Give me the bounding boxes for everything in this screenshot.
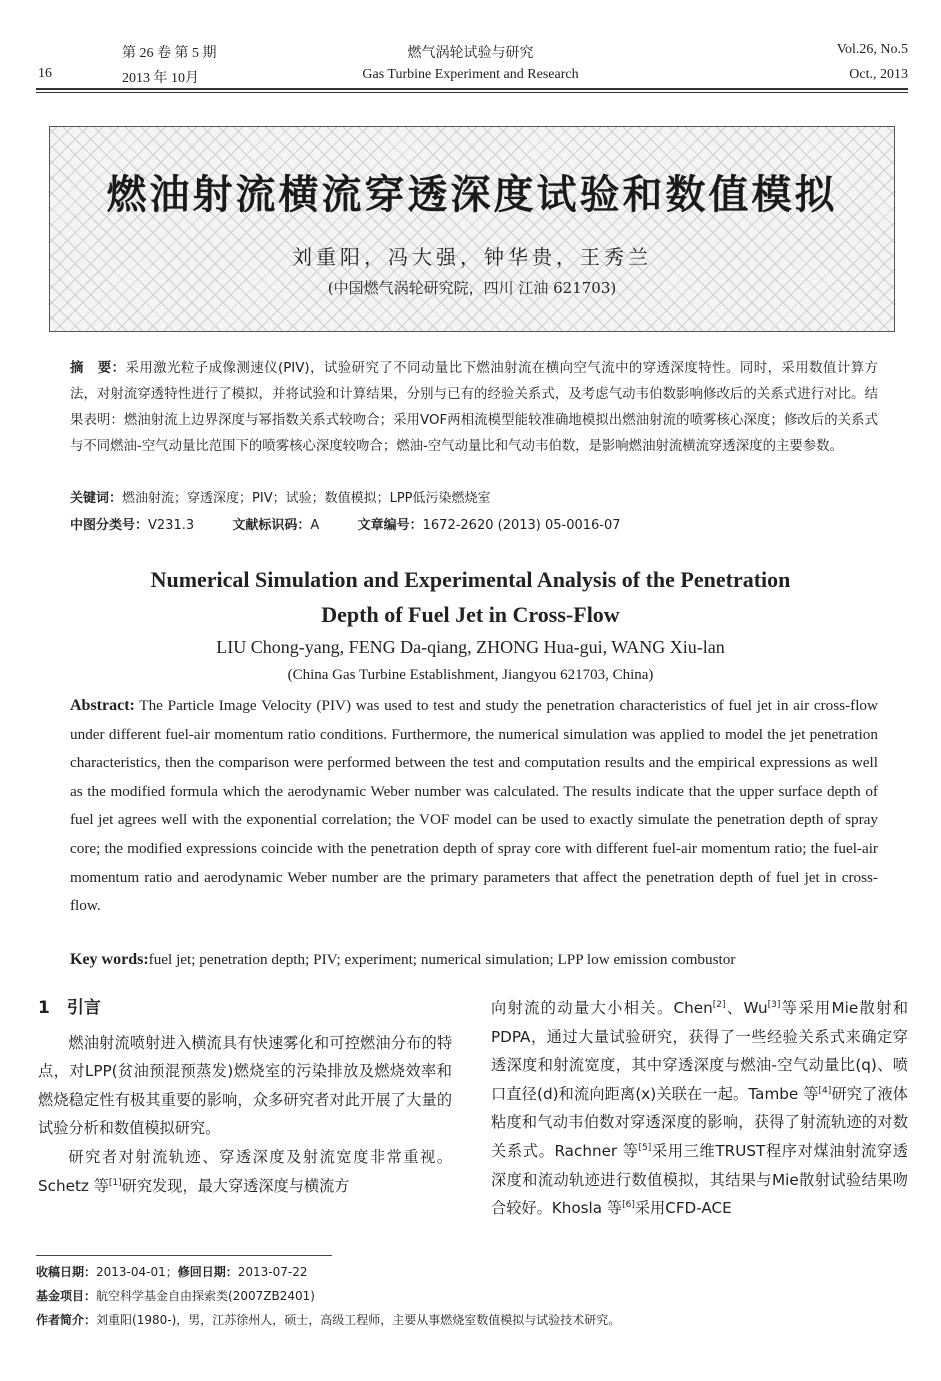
affiliation-en: (China Gas Turbine Establishment, Jiangyou 621703, China) <box>287 667 654 683</box>
journal-name-cn: 燃气涡轮试验与研究 <box>407 46 534 61</box>
abstract-en-label: Abstract: <box>70 697 135 714</box>
intro-right-text-e: 采用三维TRUST程序对煤油射流穿透深度和流动轨迹进行数值模拟，其结果与Mie散射试验结果吻合较好。Khosla 等 <box>491 1141 908 1218</box>
header-rule-thin <box>36 92 908 93</box>
title-en-line2: Depth of Fuel Jet in Cross-Flow <box>321 602 620 627</box>
date-cn: 2013 年 10月 <box>122 71 199 86</box>
header-rule-thick <box>36 88 908 90</box>
footnote-fund <box>36 1287 315 1304</box>
keywords-cn <box>70 487 491 506</box>
clc-value: V231.3 <box>148 518 195 533</box>
clc-label: 中图分类号： <box>70 518 149 533</box>
revised-value: 2013-07-22 <box>237 1265 308 1279</box>
received-value: 2013-04-01； <box>96 1265 178 1279</box>
citation-5: [5] <box>638 1142 652 1153</box>
bio-value: 刘重阳(1980-)，男，江苏徐州人，硕士，高级工程师，主要从事燃烧室数值模拟与试验技术研究。 <box>96 1313 621 1327</box>
received-label: 收稿日期： <box>36 1265 97 1279</box>
section-heading: 1 引言 <box>38 998 101 1018</box>
title-en-line1: Numerical Simulation and Experimental Analysis of the Penetration <box>150 567 791 592</box>
citation-4: [4] <box>818 1085 832 1096</box>
page-number: 16 <box>38 66 52 81</box>
intro-p2-text-b: 研究发现，最大穿透深度与横流方 <box>121 1176 350 1195</box>
authors-cn: 刘重阳，冯大强，钟华贵，王秀兰 <box>292 245 652 269</box>
article-no-value: 1672-2620 (2013) 05-0016-07 <box>422 518 621 533</box>
intro-right-text-d: 研究了液体粘度和气动韦伯数对穿透深度的影响，获得了射流轨迹的对数关系式。Rachner 等 <box>491 1084 908 1160</box>
volume-cn: 第 26 卷 第 5 期 <box>122 46 217 61</box>
column-right <box>491 994 908 1223</box>
date-en: Oct., 2013 <box>849 67 908 82</box>
footnote-bio <box>36 1311 620 1328</box>
keywords-en <box>70 951 878 969</box>
column-left <box>38 994 452 1200</box>
citation-6: [6] <box>622 1200 635 1211</box>
intro-paragraph-1: 燃油射流喷射进入横流具有快速雾化和可控燃油分布的特点，对LPP(贫油预混预蒸发)燃烧室的污染排放及燃烧效率和燃烧稳定性有极其重要的影响，众多研究者对此开展了大量的试验分析和数值模拟研究。 <box>38 1033 452 1138</box>
intro-paragraph-2 <box>38 1143 452 1200</box>
keywords-en-text: fuel jet; penetration depth; PIV; experiment; numerical simulation; LPP low emission combustor <box>148 951 736 968</box>
citation-3: [3] <box>767 1000 781 1010</box>
journal-name-en: Gas Turbine Experiment and Research <box>362 67 579 82</box>
keywords-cn-label: 关键词： <box>70 491 123 506</box>
article-no-label: 文章编号： <box>357 518 423 533</box>
abstract-en <box>70 692 878 921</box>
keywords-en-label: Key words: <box>70 951 149 968</box>
fund-value: 航空科学基金自由探索类(2007ZB2401) <box>96 1289 315 1303</box>
abstract-cn-label: 摘 要： <box>70 361 126 376</box>
title-box <box>49 126 895 332</box>
intro-right-text-b: 、Wu <box>725 999 768 1017</box>
intro-right-text-a: 向射流的动量大小相关。Chen <box>491 999 713 1017</box>
bio-label: 作者简介： <box>36 1313 97 1327</box>
abstract-cn <box>70 356 878 460</box>
intro-paragraph-continued <box>491 994 908 1223</box>
citation-1: [1] <box>108 1177 122 1188</box>
affiliation-cn: (中国燃气涡轮研究院，四川 江油 621703) <box>327 279 617 297</box>
volume-en: Vol.26, No.5 <box>836 42 908 57</box>
authors-en: LIU Chong-yang, FENG Da-qiang, ZHONG Hua-gui, WANG Xiu-lan <box>216 637 725 657</box>
title-cn: 燃油射流横流穿透深度试验和数值模拟 <box>106 172 838 218</box>
revised-label: 修回日期： <box>177 1265 238 1279</box>
abstract-cn-text: 采用激光粒子成像测速仪(PIV)，试验研究了不同动量比下燃油射流在横向空气流中的穿透深度特性。同时，采用数值计算方法，对射流穿透特性进行了模拟，并将试验和计算结果，分别与已有的经验关系式，及考虑气动韦伯数影响修改后的关系式进行对比。结果表明：燃油射流上边界深度与幂指数关系式较吻合；采用VOF两相流模型能较准确地模拟出燃油射流的喷雾核心深度；修改后的关系式与不同燃油-空气动量比范围下的喷雾核心深度较吻合；燃油-空气动量比和气动韦伯数，是影响燃油射流横流穿透深度的主要参数。 <box>70 361 879 454</box>
footnote-dates <box>36 1263 308 1280</box>
abstract-en-text: The Particle Image Velocity (PIV) was used to test and study the penetration characteristics of fuel jet in air cross-flow under different fuel-air momentum ratio conditions. Furthermore, the numerical simulation was applied to model the jet penetration characteristics, then the comparison were performed between the test and computation results and the empirical expressions as well as the modified formula which the aerodynamic Weber number was calculated. The results indicate that the upper surface depth of fuel jet agrees well with the exponential correlation; the VOF model can be used to exactly simulate the penetration depth of spray core; the modified expressions coincide with the penetration depth of spray core with different fuel-air momentum ratio; the fuel-air momentum ratio and aerodynamic Weber number are the primary parameters that affect the penetration depth of fuel jet in cross-flow. <box>70 697 878 915</box>
intro-p2-text-a: 研究者对射流轨迹、穿透深度及射流宽度非常重视。Schetz 等 <box>38 1147 452 1195</box>
classification-line <box>70 514 621 533</box>
intro-right-text-c: 等采用Mie散射和PDPA，通过大量试验研究，获得了一些经验关系式来确定穿透深度和射流宽度，其中穿透深度与燃油-空气动量比(q)、喷口直径(d)和流向距离(x)关联在一起。Tambe 等 <box>491 999 909 1103</box>
intro-right-text-f: 采用CFD-ACE <box>634 1199 732 1218</box>
fund-label: 基金项目： <box>36 1289 97 1303</box>
keywords-cn-text: 燃油射流；穿透深度；PIV；试验；数值模拟；LPP低污染燃烧室 <box>122 491 491 506</box>
doc-code-value: A <box>310 518 320 533</box>
footnote-rule <box>36 1255 332 1256</box>
doc-code-label: 文献标识码： <box>232 518 311 533</box>
citation-2: [2] <box>712 1000 726 1010</box>
